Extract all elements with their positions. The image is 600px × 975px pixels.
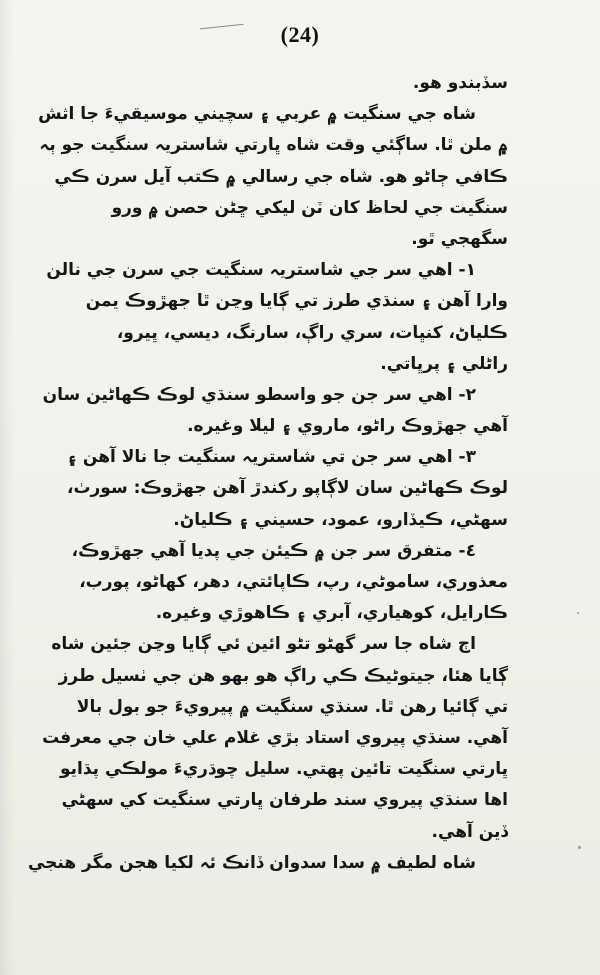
text-line: وارا آهن ۽ سنڌي طرز تي ڳايا وڃن ٿا جهڙوڪ يمن (85, 291, 508, 312)
text-line: آهي جهڙوڪ راڻو، ماروي ۽ ليلا وغيره. (187, 416, 508, 437)
text-line: لوڪ ڪهاڻين سان لاڳاپو رکندڙ آهن جهڙوڪ: سورٺ، (66, 478, 508, 499)
text-line: ٢- اهي سر جن جو واسطو سنڌي لوڪ ڪهاڻين سان (42, 384, 476, 405)
text-line: معذوري، ساموڻي، رپ، ڪاپائتي، دهر، کهاڻو، پورب، (79, 572, 508, 592)
text-line: ۾ ملن ٿا. ساڳئي وقت شاه ڀارتي شاستريہ سنگيت جو ٻہ (39, 135, 508, 156)
text-line: ڀارتي سنگيت تائين پهتي. سليل چوڌريءَ مولڪي پڌايو (59, 759, 508, 780)
text-line: آهي. سنڌي پيروي استاد بڙي غلام علي خان جي معرفت (42, 727, 508, 748)
text-line: ڪافي ڄاڻو هو. شاه جي رسالي ۾ ڪتب آيل سرن ڪي (54, 166, 508, 187)
text-line: اڄ شاه جا سر گهڻو تڻو ائين ئي ڳايا وڃن جئين شاه (51, 634, 476, 655)
text-line: سڏبندو هو. (412, 73, 508, 93)
text-line: راڻلي ۽ پرڀاتي. (380, 353, 508, 374)
text-line: ٤- متفرق سر جن ۾ ڪيئن جي پديا آهي جهڙوڪ، (71, 540, 476, 561)
text-line: ٣- اهي سر جن تي شاستريہ سنگيت جا نالا آهن ۽ (67, 447, 476, 468)
spine-shadow (0, 0, 14, 975)
paper-speck (577, 612, 579, 614)
text-line: اها سنڌي پيروي سند طرفان ڀارتي سنگيت کي سهڻي (61, 790, 508, 811)
text-line: سگهجي ٿو. (411, 228, 508, 249)
text-line: تي ڳائيا رهن ٿا. سنڌي سنگيت ۾ پيرويءَ جو بول بالا (76, 696, 508, 717)
text-line: سنگيت جي لحاظ کان ٽن ليکي ڇڻن حصن ۾ ورو (111, 197, 508, 218)
text-line: ١- اهي سر جي شاستريہ سنگيت جي سرن جي نالن (46, 260, 476, 281)
paper-speck (578, 846, 581, 849)
page-number: (24) (280, 22, 320, 47)
text-line: ڪلياڻ، کنڀات، سري راڳ، سارنگ، ديسي، ڀيرو، (116, 322, 508, 343)
body-text (27, 68, 508, 879)
text-line: شاه لطيف ۾ سدا سدوان ڏانڪ ئہ لکيا هجن مگر هنجي (27, 852, 476, 873)
text-line: شاه جي سنگيت ۾ عربي ۽ سچيني موسيقيءَ جا اثش (38, 104, 476, 125)
text-line: ڪارايل، کوهياري، آبري ۽ ڪاهوڙي وغيره. (155, 603, 508, 624)
text-line: ڏين آهي. (431, 821, 508, 842)
text-line: سهڻي، ڪيڏارو، عمود، حسيني ۽ ڪلياڻ. (173, 509, 508, 530)
text-line: ڳايا هئا، جيتوڻيڪ ڪي راڳ هو بهو هن جي ٺسيل طرز (58, 665, 508, 686)
